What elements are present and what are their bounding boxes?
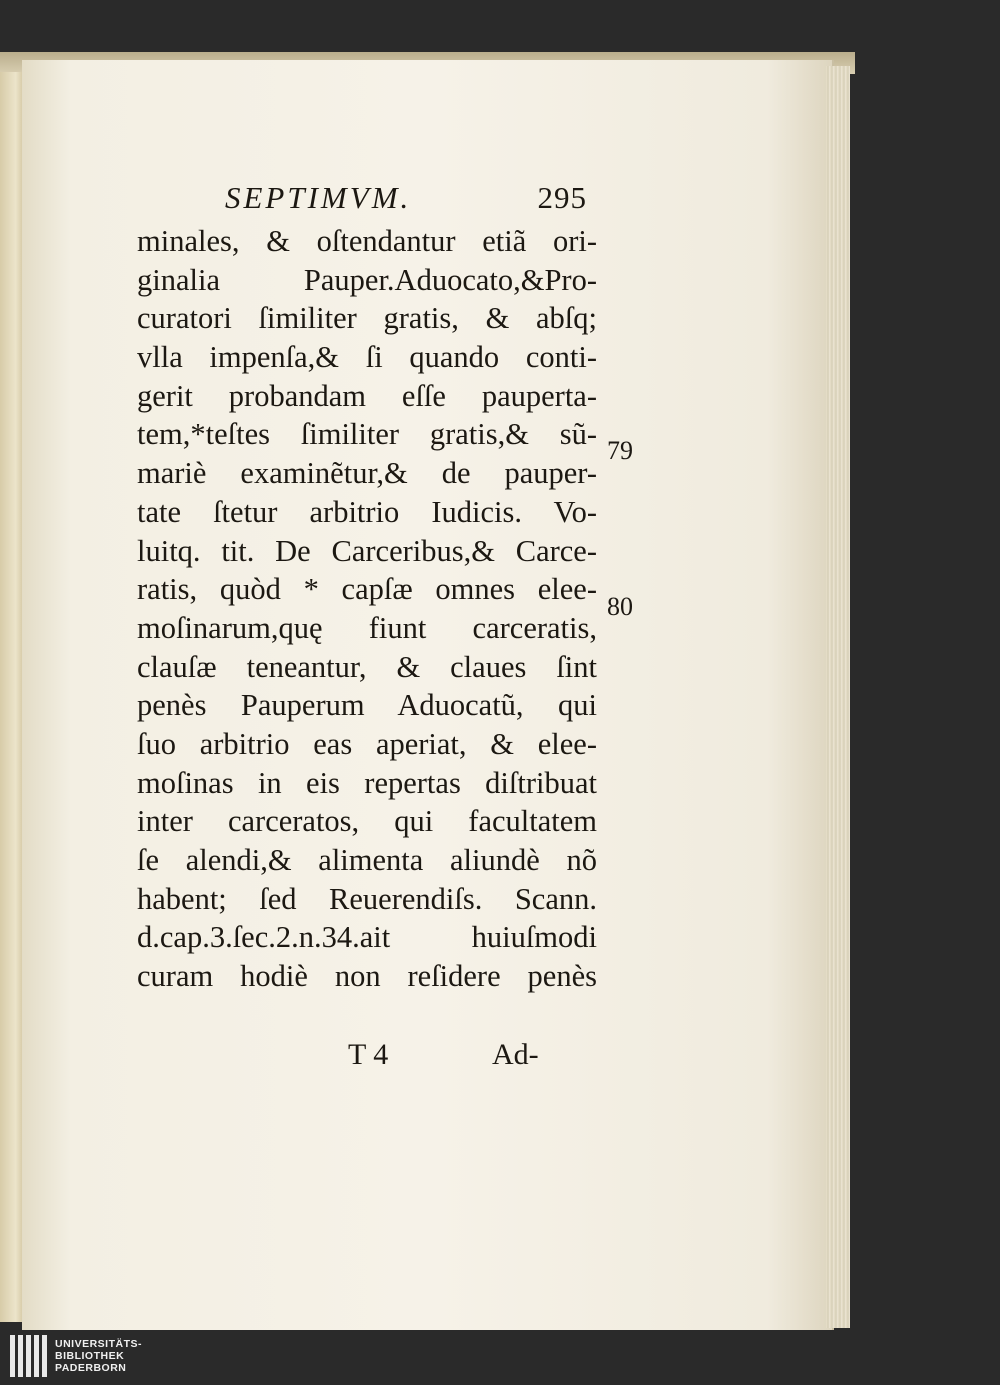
library-logo-text: UNIVERSITÄTS- BIBLIOTHEK PADERBORN <box>55 1338 143 1374</box>
text-line: d.cap.3.ſec.2.n.34.ait huiuſmodi <box>137 920 597 955</box>
text-line: tem,*teſtes ſimiliter gratis,& sũ- <box>137 417 597 452</box>
text-line: curatori ſimiliter gratis, & abſq; <box>137 301 597 336</box>
body-text <box>137 222 597 996</box>
text-line: inter carceratos, qui facultatem <box>137 804 597 839</box>
text-line: gerit probandam eſſe paupertа- <box>137 378 597 413</box>
running-title: SEPTIMVM. <box>225 180 412 215</box>
text-line: ratis, quòd * capſæ omnes elee- <box>137 572 597 607</box>
signature-mark: T 4 <box>348 1038 389 1071</box>
text-line: luitq. tit. De Carceribus,& Carce- <box>137 533 597 568</box>
marginal-number: 80 <box>607 592 633 621</box>
page-fore-edge <box>826 66 850 1328</box>
running-header <box>137 180 597 222</box>
catchword: Ad- <box>492 1038 539 1071</box>
text-line: penès Pauperum Aduocatũ, qui <box>137 688 597 723</box>
text-line: clauſæ teneantur, & claues ſint <box>137 649 597 684</box>
text-line: ſe alendi,& alimenta aliundè nõ <box>137 843 597 877</box>
text-line: tate ſtetur arbitrio Iudicis. Vo- <box>137 494 597 529</box>
library-logo <box>10 1335 142 1377</box>
library-logo-icon <box>10 1335 47 1377</box>
text-line: minales, & oſtendantur etiã ori- <box>137 224 597 258</box>
text-line: moſinarum,quę fiunt carceratis, <box>137 610 597 645</box>
text-line: ginalia Pauper.Aduocato,&Pro- <box>137 262 597 297</box>
text-line: vlla impenſa,& ſi quando conti- <box>137 340 597 375</box>
text-line: habent; ſed Reuerendiſs. Scann. <box>137 881 597 916</box>
page-number: 295 <box>537 180 587 215</box>
marginal-number: 79 <box>607 436 633 465</box>
page-text-block <box>137 180 597 996</box>
text-line: ſuo arbitrio eas aperiat, & elee- <box>137 726 597 761</box>
text-line: moſinas in eis repertas diſtribuat <box>137 765 597 800</box>
text-line: mariè examinẽtur,& de pauper- <box>137 456 597 491</box>
text-line: curam hodiè non reſidere penès <box>137 959 597 994</box>
